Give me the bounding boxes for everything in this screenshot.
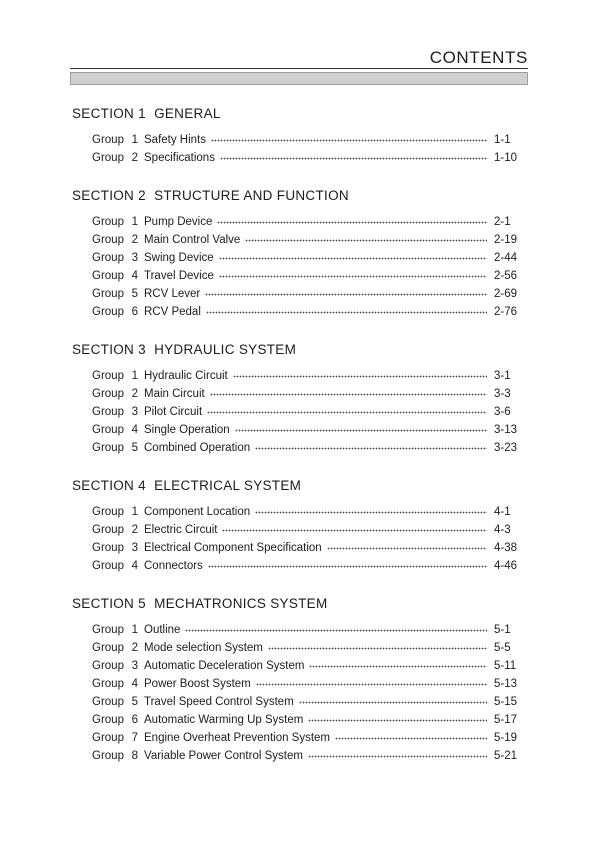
- dot-leader: [210, 385, 487, 403]
- page-number: 3-3: [494, 388, 511, 400]
- group-number: 4: [131, 678, 138, 690]
- group-word: Group: [92, 370, 124, 382]
- group-word: Group: [92, 424, 124, 436]
- group-word: Group: [92, 506, 124, 518]
- page-number: 2-19: [494, 234, 518, 246]
- toc-entry: [70, 385, 528, 403]
- group-word: Group: [92, 234, 124, 246]
- page-number: 5-15: [494, 696, 518, 708]
- group-title: Main Control Valve: [144, 234, 241, 246]
- toc-entry: [70, 231, 528, 249]
- group-number: 2: [131, 388, 138, 400]
- dot-leader: [219, 267, 487, 285]
- page-number: 4-3: [494, 524, 511, 536]
- group-number: 4: [131, 270, 138, 282]
- group-word: Group: [92, 642, 124, 654]
- toc-entry: [70, 693, 528, 711]
- header-bar: [70, 72, 528, 85]
- page-number: 5-11: [494, 660, 517, 672]
- group-title: Single Operation: [144, 424, 230, 436]
- section-heading: SECTION 4 ELECTRICAL SYSTEM: [72, 478, 302, 493]
- dot-leader: [206, 303, 487, 321]
- section-groups: [70, 503, 528, 575]
- toc-entry: [70, 213, 528, 231]
- group-word: Group: [92, 624, 124, 636]
- group-title: Travel Device: [144, 270, 214, 282]
- group-title: Hydraulic Circuit: [144, 370, 228, 382]
- dot-leader: [335, 729, 487, 747]
- group-word: Group: [92, 542, 124, 554]
- section-groups: [70, 621, 528, 765]
- group-number: 4: [131, 560, 138, 572]
- group-number: 1: [131, 370, 138, 382]
- dot-leader: [235, 421, 487, 439]
- toc-entry: [70, 367, 528, 385]
- page-number: 2-44: [494, 252, 518, 264]
- group-word: Group: [92, 560, 124, 572]
- group-word: Group: [92, 696, 124, 708]
- group-word: Group: [92, 134, 124, 146]
- page-number: 5-19: [494, 732, 518, 744]
- group-title: RCV Pedal: [144, 306, 201, 318]
- page-number: 2-76: [494, 306, 518, 318]
- group-number: 3: [131, 660, 138, 672]
- group-number: 2: [131, 234, 138, 246]
- toc-entry: [70, 439, 528, 457]
- dot-leader: [219, 249, 487, 267]
- page-number: 3-6: [494, 406, 511, 418]
- group-number: 5: [131, 696, 138, 708]
- group-title: Specifications: [144, 152, 215, 164]
- group-title: Pump Device: [144, 216, 213, 228]
- toc-entry: [70, 657, 528, 675]
- section-heading: SECTION 2 STRUCTURE AND FUNCTION: [72, 188, 349, 203]
- dot-leader: [217, 213, 487, 231]
- page-number: 1-1: [494, 134, 511, 146]
- dot-leader: [299, 693, 487, 711]
- toc-entry: [70, 303, 528, 321]
- group-number: 1: [131, 134, 138, 146]
- group-word: Group: [92, 270, 124, 282]
- dot-leader: [308, 747, 487, 765]
- group-title: Connectors: [144, 560, 203, 572]
- toc-section: [70, 188, 528, 321]
- group-title: Travel Speed Control System: [144, 696, 294, 708]
- section-heading: SECTION 1 GENERAL: [72, 106, 221, 121]
- group-title: Automatic Warming Up System: [144, 714, 304, 726]
- group-word: Group: [92, 252, 124, 264]
- group-word: Group: [92, 524, 124, 536]
- group-number: 3: [131, 542, 138, 554]
- dot-leader: [255, 439, 487, 457]
- group-word: Group: [92, 714, 124, 726]
- group-number: 1: [131, 216, 138, 228]
- toc-entry: [70, 711, 528, 729]
- toc-entry: [70, 249, 528, 267]
- dot-leader: [222, 521, 487, 539]
- section-groups: [70, 367, 528, 457]
- page-number: 2-69: [494, 288, 518, 300]
- dot-leader: [185, 621, 487, 639]
- dot-leader: [220, 149, 487, 167]
- group-number: 5: [131, 442, 138, 454]
- toc-entry: [70, 521, 528, 539]
- toc-entry: [70, 539, 528, 557]
- group-word: Group: [92, 288, 124, 300]
- group-number: 6: [131, 306, 138, 318]
- group-word: Group: [92, 678, 124, 690]
- group-number: 2: [131, 152, 138, 164]
- toc-entry: [70, 639, 528, 657]
- toc-entry: [70, 131, 528, 149]
- page-number: 1-10: [494, 152, 518, 164]
- group-word: Group: [92, 152, 124, 164]
- group-title: Mode selection System: [144, 642, 263, 654]
- group-title: Main Circuit: [144, 388, 205, 400]
- group-number: 6: [131, 714, 138, 726]
- page-number: 5-13: [494, 678, 518, 690]
- dot-leader: [256, 675, 487, 693]
- group-number: 2: [131, 524, 138, 536]
- dot-leader: [205, 285, 487, 303]
- section-groups: [70, 131, 528, 167]
- toc-entry: [70, 149, 528, 167]
- toc-entry: [70, 675, 528, 693]
- group-title: Power Boost System: [144, 678, 251, 690]
- page-number: 4-38: [494, 542, 518, 554]
- group-word: Group: [92, 750, 124, 762]
- page-number: 5-1: [494, 624, 511, 636]
- dot-leader: [268, 639, 487, 657]
- group-title: Automatic Deceleration System: [144, 660, 305, 672]
- toc-entry: [70, 621, 528, 639]
- group-number: 5: [131, 288, 138, 300]
- group-word: Group: [92, 732, 124, 744]
- dot-leader: [309, 657, 487, 675]
- dot-leader: [308, 711, 487, 729]
- group-number: 4: [131, 424, 138, 436]
- page-number: 5-5: [494, 642, 511, 654]
- toc-entry: [70, 403, 528, 421]
- group-title: Engine Overheat Prevention System: [144, 732, 331, 744]
- group-title: Pilot Circuit: [144, 406, 203, 418]
- group-number: 3: [131, 406, 138, 418]
- toc: [70, 106, 528, 765]
- page-number: 2-1: [494, 216, 511, 228]
- dot-leader: [233, 367, 487, 385]
- group-number: 1: [131, 506, 138, 518]
- page-number: 4-1: [494, 506, 511, 518]
- section-groups: [70, 213, 528, 321]
- group-title: Electrical Component Specification: [144, 542, 322, 554]
- toc-entry: [70, 729, 528, 747]
- group-title: Electric Circuit: [144, 524, 218, 536]
- group-word: Group: [92, 388, 124, 400]
- page-number: 5-21: [494, 750, 518, 762]
- dot-leader: [245, 231, 487, 249]
- group-title: Safety Hints: [144, 134, 206, 146]
- dot-leader: [208, 557, 487, 575]
- page-number: 3-1: [494, 370, 511, 382]
- toc-entry: [70, 285, 528, 303]
- toc-entry: [70, 267, 528, 285]
- group-title: Swing Device: [144, 252, 214, 264]
- group-word: Group: [92, 306, 124, 318]
- group-word: Group: [92, 660, 124, 672]
- page-title: CONTENTS: [429, 48, 528, 67]
- page-number: 3-13: [494, 424, 518, 436]
- section-heading: SECTION 3 HYDRAULIC SYSTEM: [72, 342, 297, 357]
- group-number: 2: [131, 642, 138, 654]
- group-title: Variable Power Control System: [144, 750, 303, 762]
- group-number: 8: [131, 750, 138, 762]
- group-title: Component Location: [144, 506, 251, 518]
- dot-leader: [211, 131, 487, 149]
- group-number: 1: [131, 624, 138, 636]
- toc-entry: [70, 747, 528, 765]
- group-word: Group: [92, 406, 124, 418]
- toc-section: [70, 106, 528, 167]
- group-number: 7: [131, 732, 138, 744]
- group-title: Outline: [144, 624, 181, 636]
- page-header: [70, 49, 528, 69]
- page-number: 4-46: [494, 560, 518, 572]
- group-number: 3: [131, 252, 138, 264]
- group-title: Combined Operation: [144, 442, 251, 454]
- dot-leader: [327, 539, 487, 557]
- group-word: Group: [92, 216, 124, 228]
- page-number: 2-56: [494, 270, 518, 282]
- toc-entry: [70, 421, 528, 439]
- toc-entry: [70, 503, 528, 521]
- group-word: Group: [92, 442, 124, 454]
- dot-leader: [255, 503, 487, 521]
- page-number: 3-23: [494, 442, 518, 454]
- group-title: RCV Lever: [144, 288, 201, 300]
- toc-section: [70, 342, 528, 457]
- toc-section: [70, 596, 528, 765]
- page-number: 5-17: [494, 714, 518, 726]
- dot-leader: [207, 403, 487, 421]
- toc-section: [70, 478, 528, 575]
- toc-entry: [70, 557, 528, 575]
- section-heading: SECTION 5 MECHATRONICS SYSTEM: [72, 596, 328, 611]
